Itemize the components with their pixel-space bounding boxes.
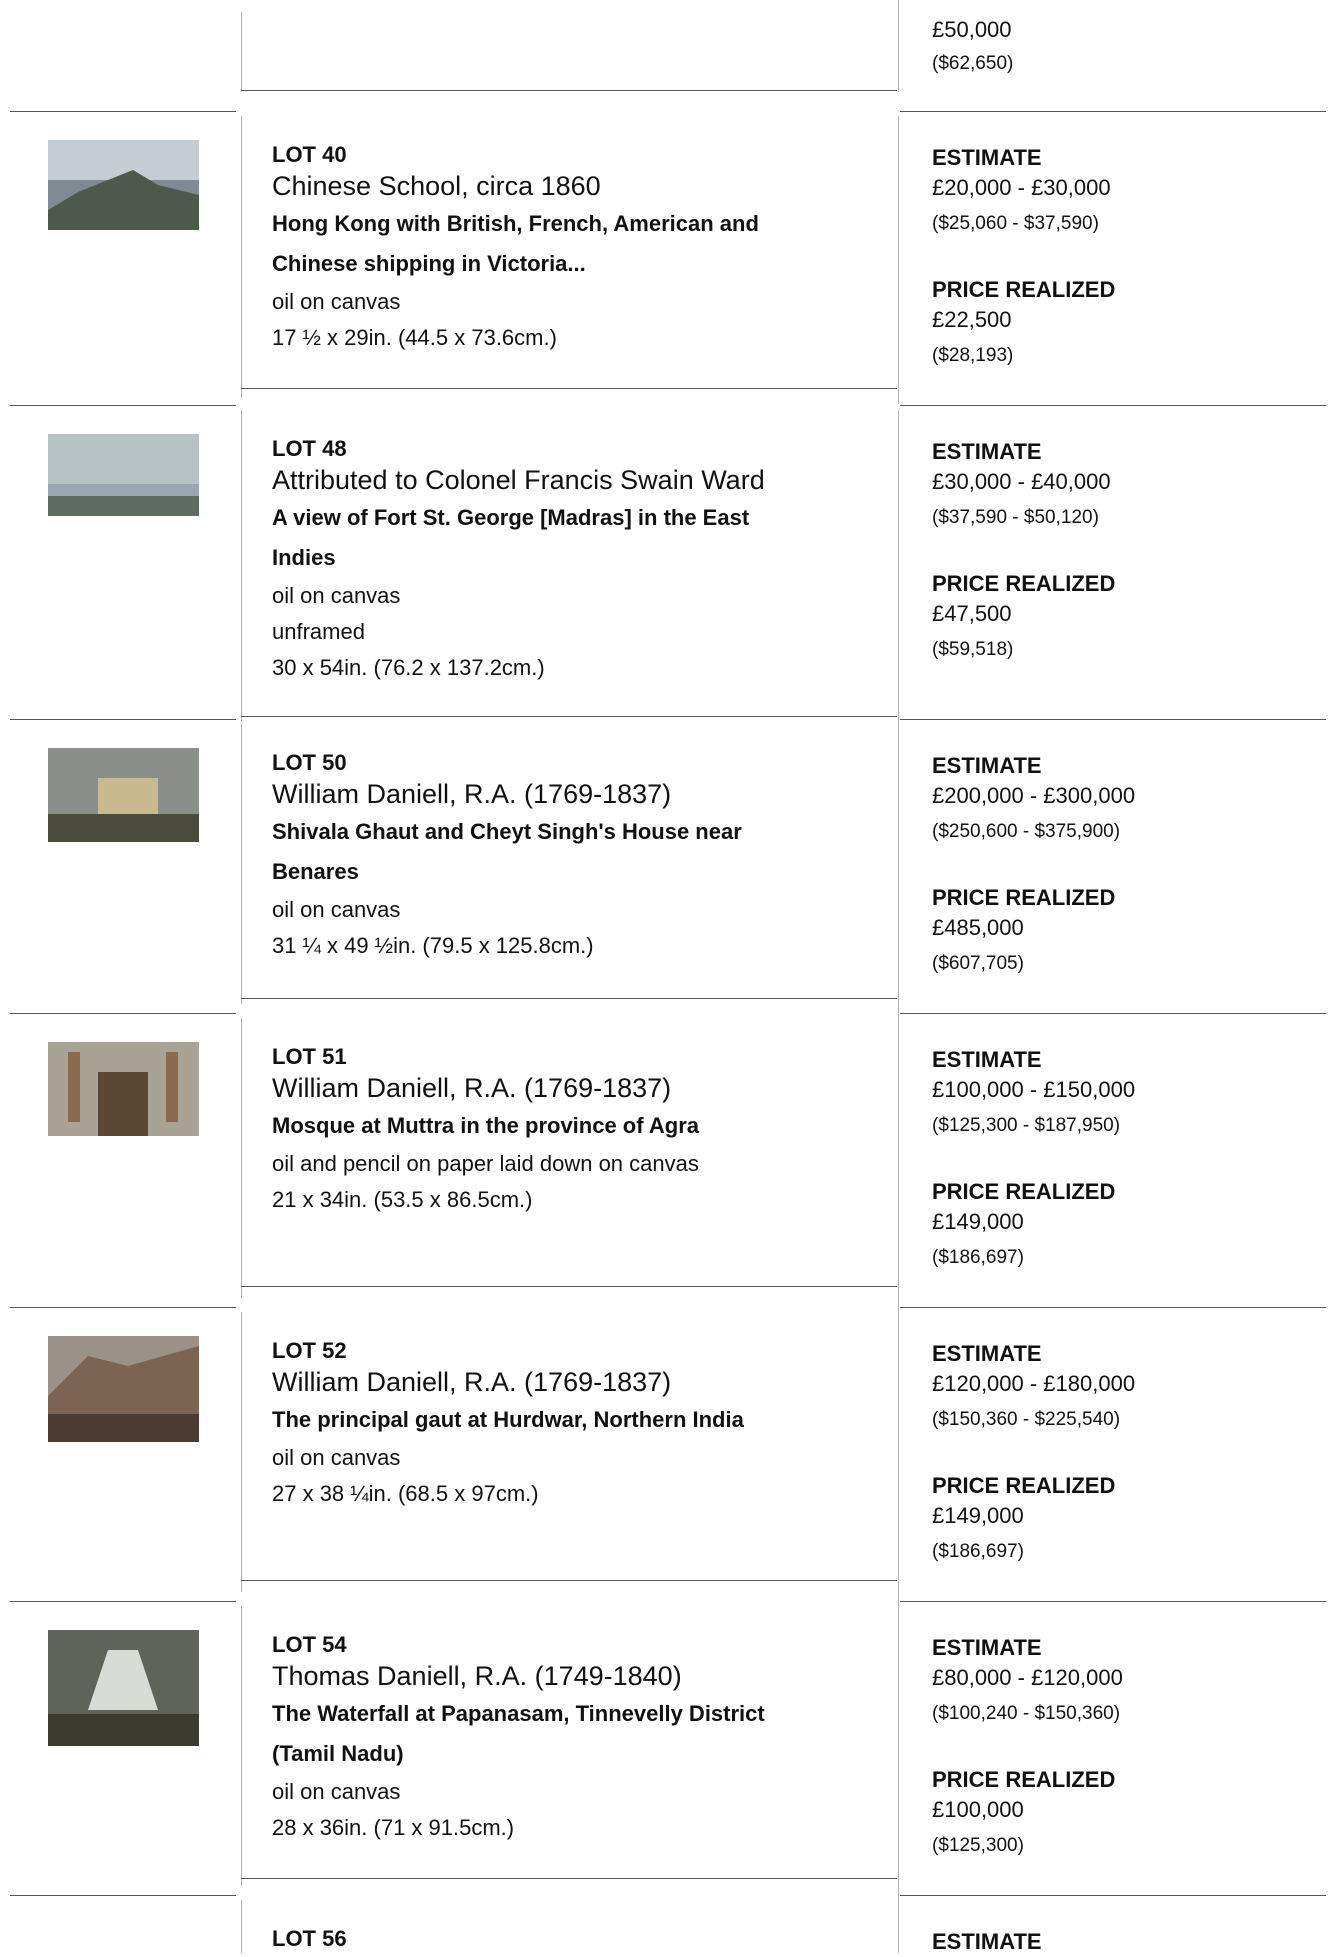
column-divider xyxy=(898,724,899,1018)
lot-dimensions: 17 ½ x 29in. (44.5 x 73.6cm.) xyxy=(272,325,557,350)
lot-details xyxy=(272,1044,832,1218)
price-realized-gbp: £47,500 xyxy=(932,601,1012,626)
price-realized-gbp: £22,500 xyxy=(932,307,1012,332)
estimate-label: ESTIMATE xyxy=(932,1635,1042,1660)
lot-medium: oil on canvas xyxy=(272,1779,401,1804)
price-column xyxy=(932,1339,1312,1573)
row-divider xyxy=(241,90,897,91)
column-divider xyxy=(241,1018,242,1298)
price-realized-label: PRICE REALIZED xyxy=(932,885,1116,910)
lot-thumbnail[interactable] xyxy=(48,1630,199,1746)
estimate-gbp: £20,000 - £30,000 xyxy=(932,175,1111,200)
estimate-gbp: £100,000 - £150,000 xyxy=(932,1077,1136,1102)
price-realized-usd: ($28,193) xyxy=(932,345,1014,366)
row-divider xyxy=(10,1013,236,1014)
row-divider xyxy=(10,405,236,406)
lot-title[interactable]: Shivala Ghaut and Cheyt Singh's House near xyxy=(272,819,742,844)
lot-dimensions: 21 x 34in. (53.5 x 86.5cm.) xyxy=(272,1187,533,1212)
lot-title[interactable]: Mosque at Muttra in the province of Agra xyxy=(272,1113,699,1138)
column-divider xyxy=(241,1312,242,1592)
estimate-gbp: £80,000 - £120,000 xyxy=(932,1665,1123,1690)
price-usd: ($62,650) xyxy=(932,53,1014,74)
estimate-usd: ($250,600 - $375,900) xyxy=(932,821,1121,842)
lot-row[interactable] xyxy=(0,1600,1329,1894)
column-divider xyxy=(241,116,242,398)
price-column xyxy=(932,1045,1312,1279)
estimate-label: ESTIMATE xyxy=(932,439,1042,464)
lot-row[interactable] xyxy=(0,718,1329,1012)
row-divider xyxy=(900,111,1326,112)
row-divider xyxy=(241,998,897,999)
estimate-label: ESTIMATE xyxy=(932,145,1042,170)
estimate-usd: ($25,060 - $37,590) xyxy=(932,213,1099,234)
price-realized-gbp: £149,000 xyxy=(932,1503,1024,1528)
price-realized-gbp: £100,000 xyxy=(932,1797,1024,1822)
artist-name[interactable]: Chinese School, circa 1860 xyxy=(272,171,601,201)
lot-row-partial-bottom[interactable] xyxy=(0,1894,1329,1953)
column-divider xyxy=(898,1312,899,1606)
lot-title[interactable]: (Tamil Nadu) xyxy=(272,1741,404,1766)
column-divider xyxy=(898,116,899,404)
painting-thumbnail-image xyxy=(48,1336,199,1442)
lot-dimensions: 28 x 36in. (71 x 91.5cm.) xyxy=(272,1815,515,1840)
estimate-label: ESTIMATE xyxy=(932,1047,1042,1072)
estimate-usd: ($125,300 - $187,950) xyxy=(932,1115,1121,1136)
estimate-gbp: £30,000 - £40,000 xyxy=(932,469,1111,494)
row-divider xyxy=(900,1895,1326,1896)
row-divider xyxy=(241,1878,897,1879)
painting-thumbnail-image xyxy=(48,748,199,842)
lot-details xyxy=(272,1632,832,1846)
lot-details xyxy=(272,750,832,964)
lot-row-partial-top xyxy=(0,0,1329,112)
column-divider xyxy=(898,410,899,724)
column-divider xyxy=(898,0,899,92)
row-divider xyxy=(10,719,236,720)
lot-title[interactable]: Chinese shipping in Victoria... xyxy=(272,251,586,276)
column-divider xyxy=(241,1606,242,1886)
row-divider xyxy=(241,1580,897,1581)
lot-thumbnail[interactable] xyxy=(48,748,199,842)
painting-thumbnail-image xyxy=(48,1630,199,1746)
row-divider xyxy=(900,1013,1326,1014)
price-realized-label: PRICE REALIZED xyxy=(932,277,1116,302)
lot-note: unframed xyxy=(272,619,365,644)
lot-dimensions: 31 ¼ x 49 ½in. (79.5 x 125.8cm.) xyxy=(272,933,594,958)
price-realized-label: PRICE REALIZED xyxy=(932,1179,1116,1204)
column-divider xyxy=(241,410,242,722)
lot-medium: oil on canvas xyxy=(272,1445,401,1470)
estimate-gbp: £200,000 - £300,000 xyxy=(932,783,1136,808)
artist-name[interactable]: William Daniell, R.A. (1769-1837) xyxy=(272,1073,672,1103)
row-divider xyxy=(900,1307,1326,1308)
lot-number[interactable]: LOT 52 xyxy=(272,1338,347,1363)
lot-title[interactable]: The Waterfall at Papanasam, Tinnevelly District xyxy=(272,1701,765,1726)
painting-thumbnail-image xyxy=(48,434,199,516)
price-realized-usd: ($607,705) xyxy=(932,953,1024,974)
row-divider xyxy=(10,111,236,112)
row-divider xyxy=(10,1895,236,1896)
lot-thumbnail[interactable] xyxy=(48,1336,199,1442)
row-divider xyxy=(900,719,1326,720)
price-realized-label: PRICE REALIZED xyxy=(932,1767,1116,1792)
lot-medium: oil on canvas xyxy=(272,583,401,608)
price-realized-gbp: £485,000 xyxy=(932,915,1024,940)
lot-details xyxy=(272,436,832,686)
estimate-usd: ($150,360 - $225,540) xyxy=(932,1409,1121,1430)
estimate-label: ESTIMATE xyxy=(932,1341,1042,1366)
price-realized-label: PRICE REALIZED xyxy=(932,571,1116,596)
lot-thumbnail[interactable] xyxy=(48,1042,199,1136)
column-divider xyxy=(241,724,242,1004)
lot-number[interactable]: LOT 56 xyxy=(272,1926,347,1951)
column-divider xyxy=(898,1018,899,1312)
column-divider xyxy=(241,1900,242,1953)
price-realized-label: PRICE REALIZED xyxy=(932,1473,1116,1498)
painting-thumbnail-image xyxy=(48,1042,199,1136)
lot-dimensions: 27 x 38 ¼in. (68.5 x 97cm.) xyxy=(272,1481,539,1506)
price-realized-gbp: £149,000 xyxy=(932,1209,1024,1234)
price-realized-usd: ($186,697) xyxy=(932,1247,1024,1268)
lot-row[interactable] xyxy=(0,110,1329,404)
lot-details xyxy=(272,1926,832,1952)
estimate-gbp: £120,000 - £180,000 xyxy=(932,1371,1136,1396)
lot-medium: oil and pencil on paper laid down on canvas xyxy=(272,1151,699,1176)
lot-details xyxy=(272,142,832,356)
price-column xyxy=(932,1633,1312,1867)
lot-dimensions: 30 x 54in. (76.2 x 137.2cm.) xyxy=(272,655,545,680)
estimate-label: ESTIMATE xyxy=(932,1929,1042,1954)
column-divider xyxy=(241,12,242,90)
row-divider xyxy=(241,388,897,389)
lot-title[interactable]: Benares xyxy=(272,859,359,884)
row-divider xyxy=(241,1286,897,1287)
artist-name[interactable]: Thomas Daniell, R.A. (1749-1840) xyxy=(272,1661,682,1691)
lot-number[interactable]: LOT 51 xyxy=(272,1044,347,1069)
lot-number[interactable]: LOT 48 xyxy=(272,436,347,461)
artist-name[interactable]: Attributed to Colonel Francis Swain Ward xyxy=(272,465,765,495)
lot-row[interactable] xyxy=(0,404,1329,718)
lot-title[interactable]: A view of Fort St. George [Madras] in the East xyxy=(272,505,750,530)
artist-name[interactable]: William Daniell, R.A. (1769-1837) xyxy=(272,1367,672,1397)
estimate-usd: ($37,590 - $50,120) xyxy=(932,507,1099,528)
price-realized-usd: ($186,697) xyxy=(932,1541,1024,1562)
price-column xyxy=(932,15,1312,83)
lot-number[interactable]: LOT 50 xyxy=(272,750,347,775)
lot-title[interactable]: The principal gaut at Hurdwar, Northern India xyxy=(272,1407,744,1432)
price-realized-usd: ($59,518) xyxy=(932,639,1014,660)
lot-thumbnail[interactable] xyxy=(48,434,199,516)
row-divider xyxy=(10,1601,236,1602)
painting-thumbnail-image xyxy=(48,140,199,230)
lot-thumbnail[interactable] xyxy=(48,140,199,230)
lot-title[interactable]: Hong Kong with British, French, American and xyxy=(272,211,759,236)
estimate-label: ESTIMATE xyxy=(932,753,1042,778)
row-divider xyxy=(900,1601,1326,1602)
row-divider xyxy=(241,716,897,717)
lot-medium: oil on canvas xyxy=(272,289,401,314)
lot-title[interactable]: Indies xyxy=(272,545,336,570)
price-column xyxy=(932,437,1312,671)
estimate-usd: ($100,240 - $150,360) xyxy=(932,1703,1121,1724)
column-divider xyxy=(898,1900,899,1953)
lot-row[interactable] xyxy=(0,1012,1329,1306)
lot-number[interactable]: LOT 54 xyxy=(272,1632,347,1657)
row-divider xyxy=(900,405,1326,406)
lot-details xyxy=(272,1338,832,1512)
artist-name[interactable]: William Daniell, R.A. (1769-1837) xyxy=(272,779,672,809)
lot-number[interactable]: LOT 40 xyxy=(272,142,347,167)
column-divider xyxy=(898,1606,899,1900)
price-column xyxy=(932,143,1312,377)
row-divider xyxy=(10,1307,236,1308)
lot-medium: oil on canvas xyxy=(272,897,401,922)
price-gbp: £50,000 xyxy=(932,17,1012,42)
lot-row[interactable] xyxy=(0,1306,1329,1600)
price-realized-usd: ($125,300) xyxy=(932,1835,1024,1856)
price-column xyxy=(932,751,1312,985)
